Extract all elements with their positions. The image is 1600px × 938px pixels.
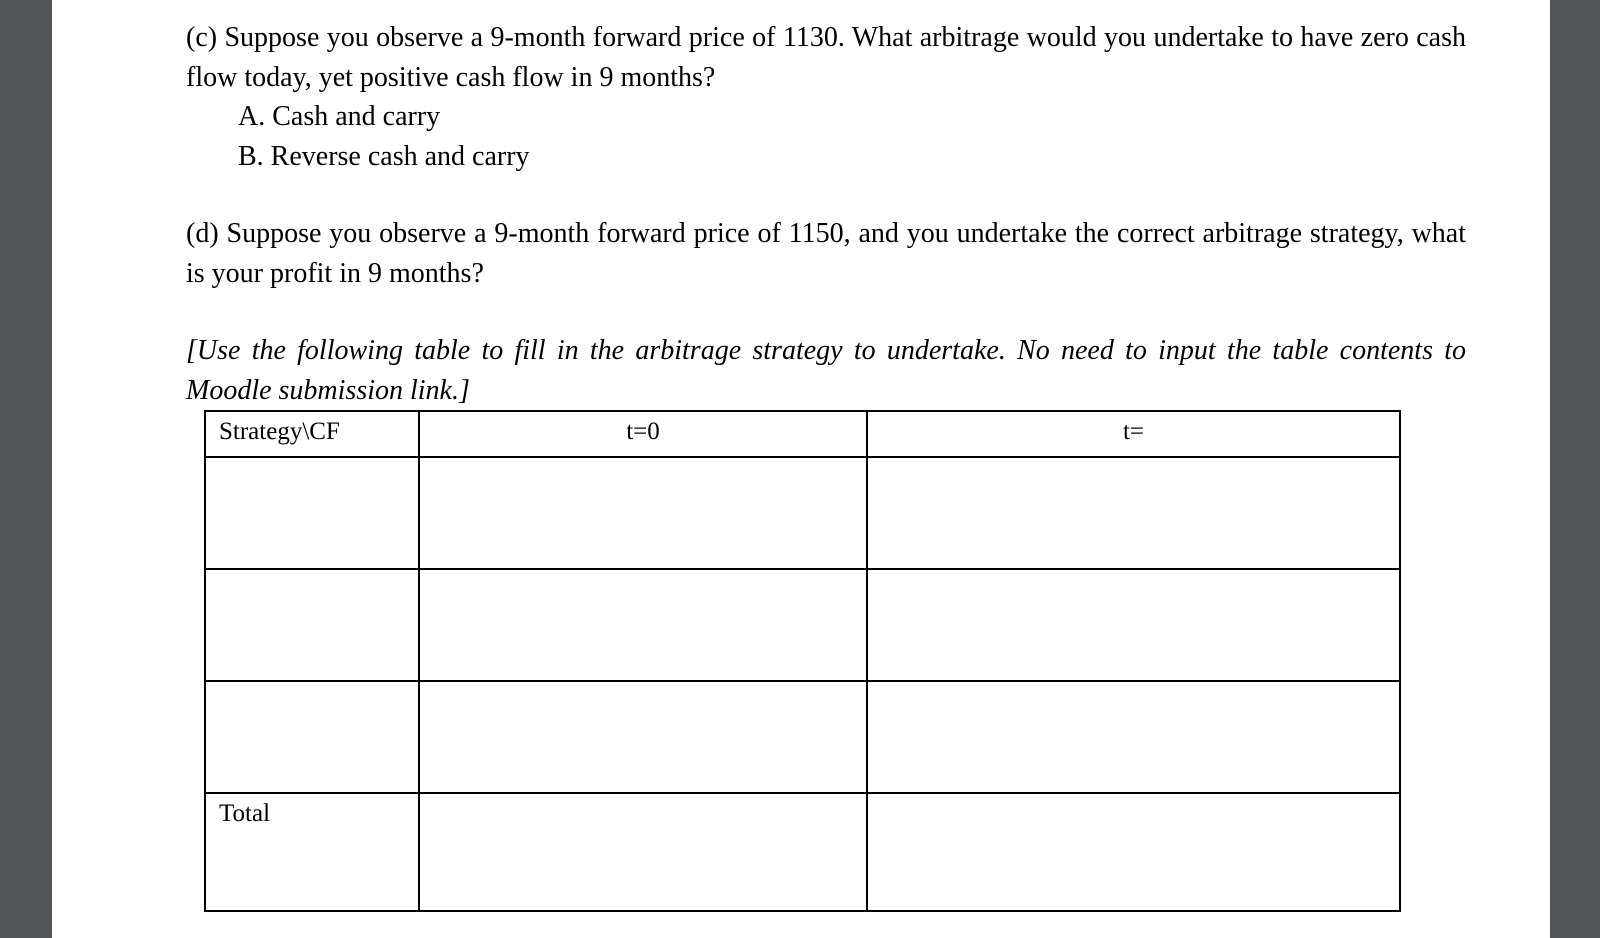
table-cell — [205, 457, 419, 569]
table-cell — [205, 569, 419, 681]
table-cell — [867, 681, 1400, 793]
table-cell — [419, 569, 867, 681]
header-t0: t=0 — [419, 411, 867, 457]
table-row — [205, 457, 1400, 569]
table-row — [205, 681, 1400, 793]
question-c-text: (c) Suppose you observe a 9-month forward price of 1130. What arbitrage would you undertake to have zero cash flow today, yet positive cash flow in 9 months? — [186, 22, 1466, 93]
option-b: B. Reverse cash and carry — [238, 140, 530, 172]
document-page — [52, 0, 1550, 938]
header-t: t= — [867, 411, 1400, 457]
table-total-row — [205, 793, 1400, 911]
header-strategy-cf: Strategy\CF — [205, 411, 419, 457]
table-cell — [205, 681, 419, 793]
table-cell — [419, 793, 867, 911]
table-row — [205, 569, 1400, 681]
table-cell — [867, 569, 1400, 681]
option-a: A. Cash and carry — [238, 101, 441, 132]
total-label: Total — [205, 793, 419, 911]
table-instruction: [Use the following table to fill in the arbitrage strategy to undertake. No need to input the table contents to Moodle submission link.] — [186, 335, 1466, 406]
table-header-row — [205, 411, 1400, 457]
table-cell — [419, 457, 867, 569]
question-c-options — [238, 97, 1466, 176]
table-cell — [419, 681, 867, 793]
table-cell — [867, 457, 1400, 569]
question-d-text: (d) Suppose you observe a 9-month forward price of 1150, and you undertake the correct arbitrage strategy, what is your profit in 9 months? — [186, 218, 1466, 289]
page-content — [186, 18, 1466, 410]
table-cell — [867, 793, 1400, 911]
arbitrage-strategy-table — [204, 410, 1401, 912]
